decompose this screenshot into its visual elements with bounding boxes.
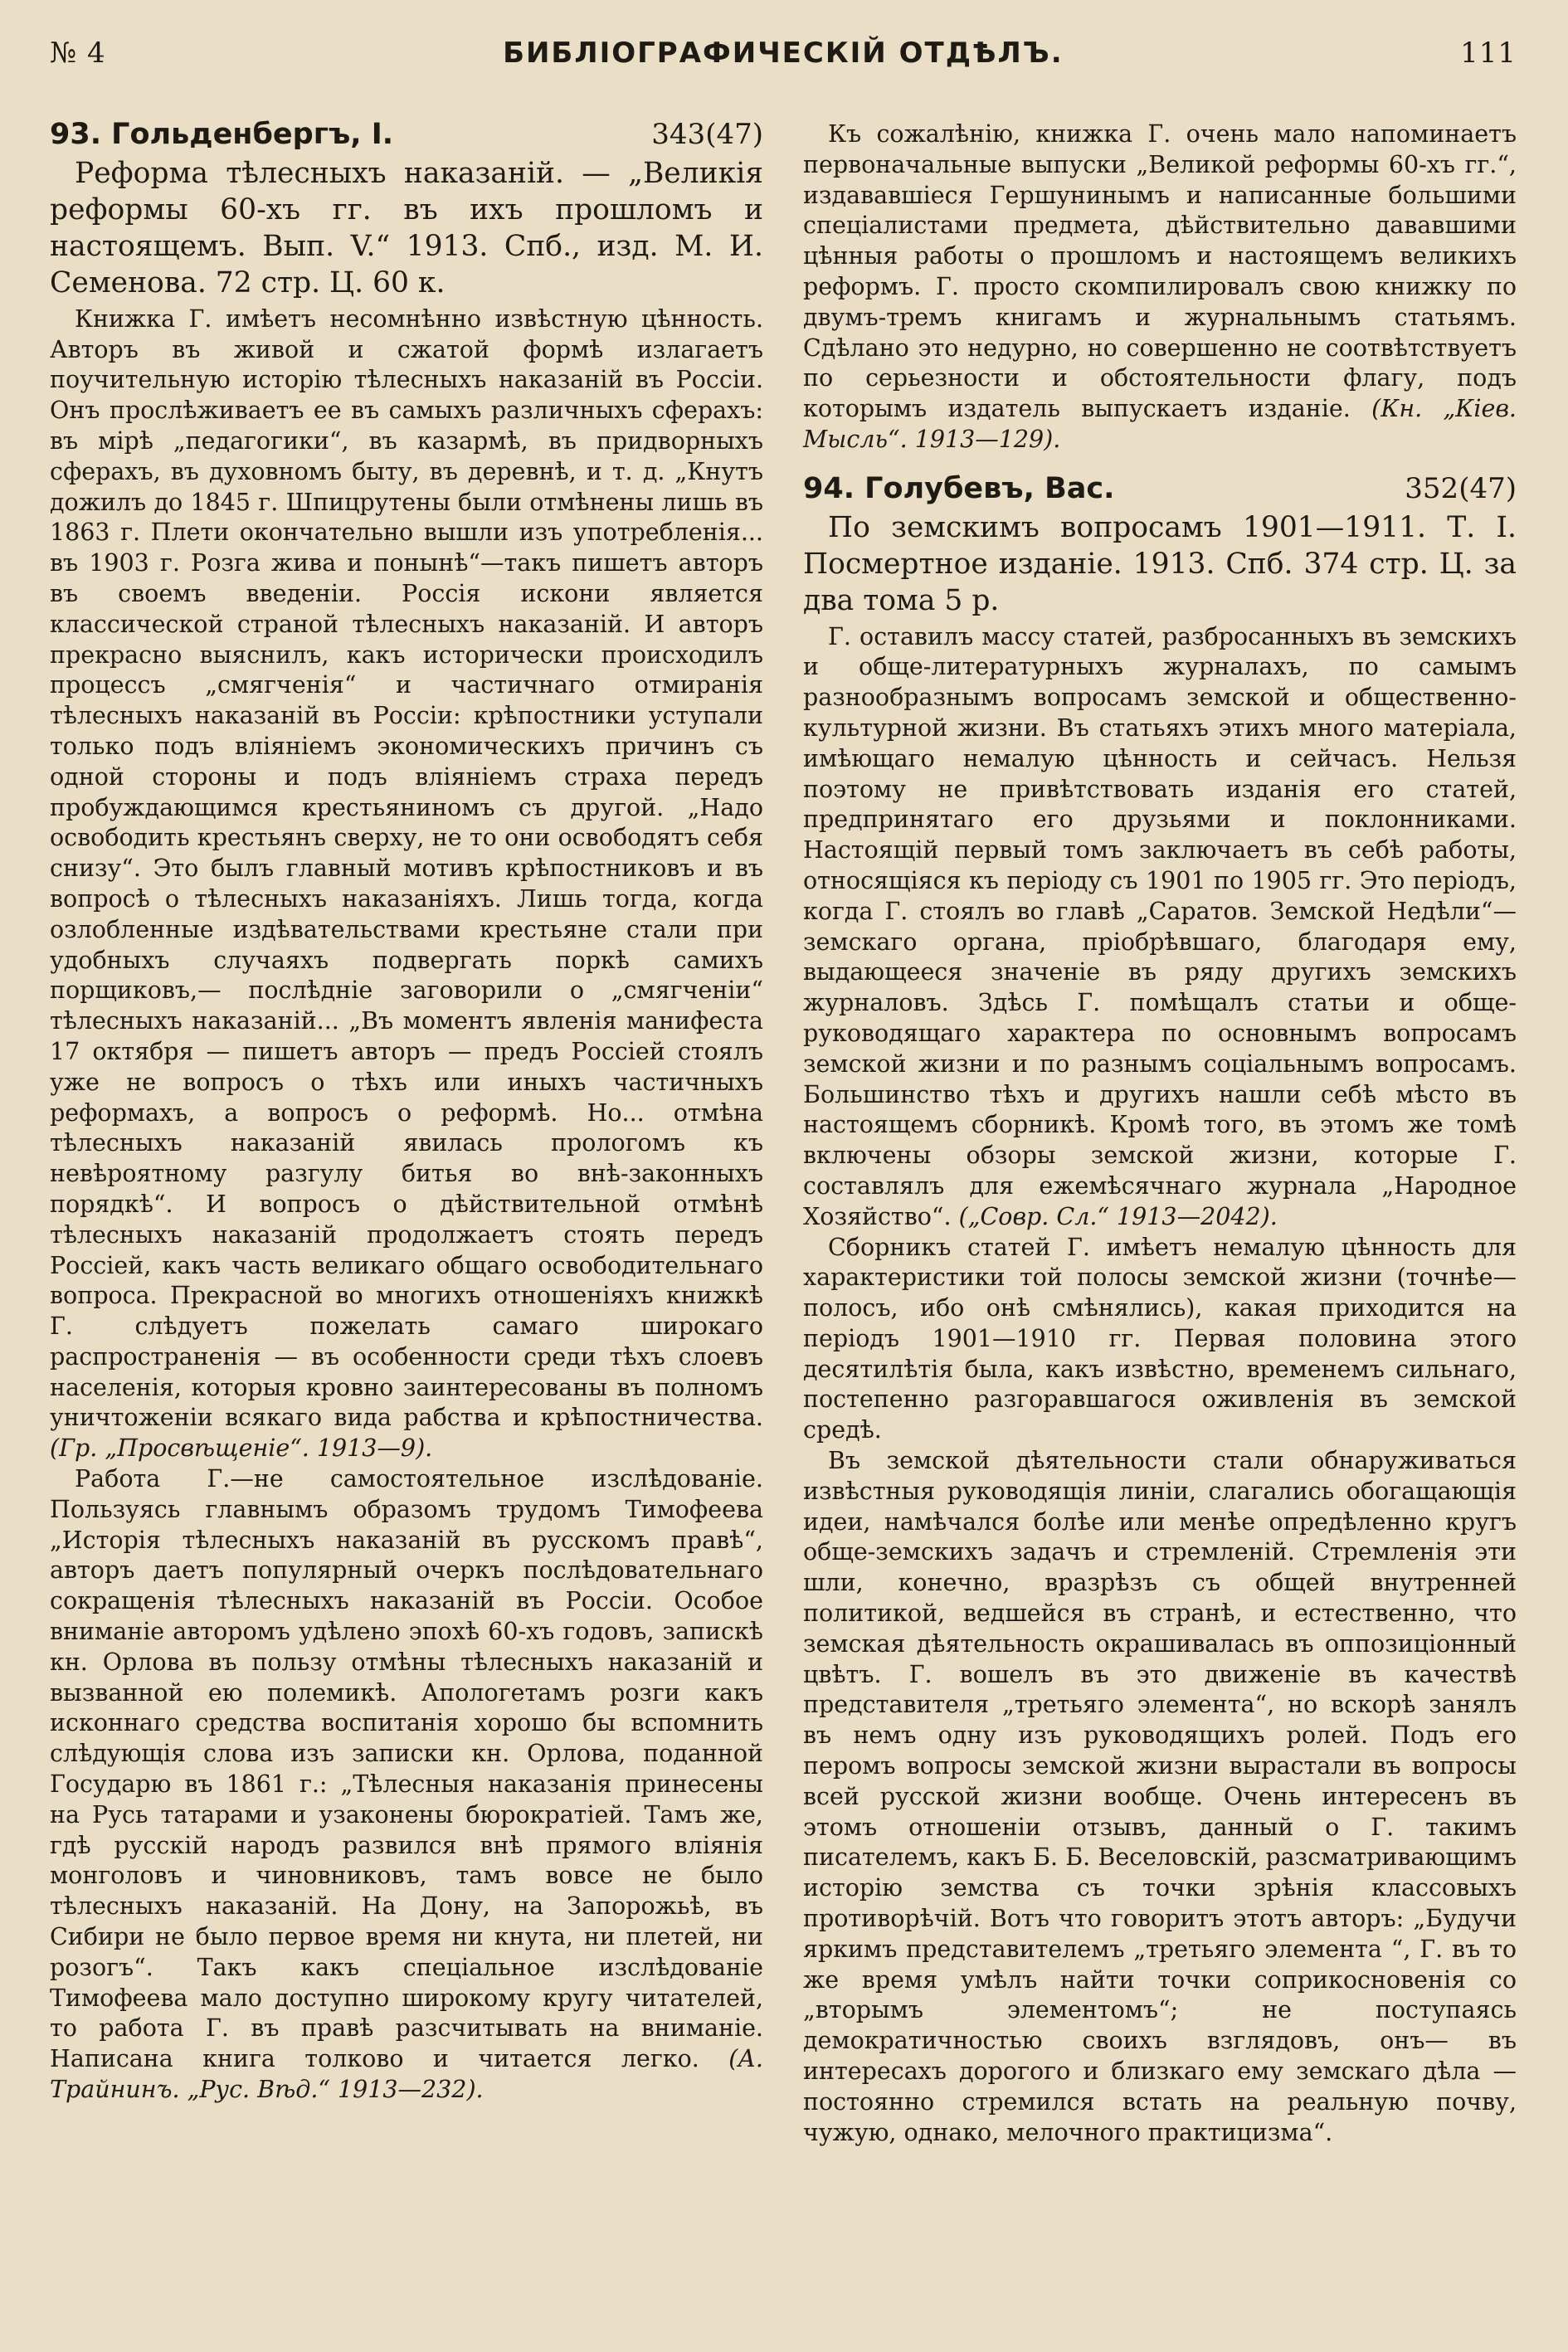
review-paragraph — [803, 1446, 1517, 2148]
left-column — [50, 119, 763, 2148]
review-source: (А. Трайнинъ. „Рус. Вѣд.“ 1913—232). — [50, 2045, 763, 2104]
review-paragraph — [50, 304, 763, 1464]
review-source: (Гр. „Просвѣщеніе“. 1913—9). — [50, 1434, 433, 1463]
two-columns — [50, 119, 1517, 2148]
entry-93-classification: 343(47) — [651, 118, 763, 151]
entry-94-classification: 352(47) — [1405, 471, 1517, 505]
review-text: Работа Г.—не самостоятельное изслѣдованіе. Пользуясь главнымъ образомъ трудомъ Тимофеева „Исторія тѣлесныхъ наказаній въ русскомъ правѣ“, авторъ даетъ популярный очеркъ послѣдовательнаго сокращенія тѣлесныхъ наказаній въ Россіи. Особое вниманіе авторомъ удѣлено эпохѣ 60-хъ годовъ, запискѣ кн. Орлова въ пользу отмѣны тѣлесныхъ наказаній и вызванной ею полемикѣ. Апологетамъ розги какъ исконнаго средства воспитанія хорошо бы вспомнить слѣдующія слова изъ записки кн. Орлова, поданной Государю въ 1861 г.: „Тѣлесныя наказанія принесены на Русь татарами и узаконены бюрократіей. Тамъ же, гдѣ русскій народъ развился внѣ прямого вліянія монголовъ и чиновниковъ, тамъ вовсе не было тѣлесныхъ наказаній. На Дону, на Запорожьѣ, въ Сибири не было первое время ни кнута, ни плетей, ни розогъ“. Такъ какъ спеціальное изслѣдованіе Тимофеева мало доступно широкому кругу читателей, то работа Г. въ правѣ разсчитывать на вниманіе. Написана книга толково и читается легко. — [50, 1465, 763, 2073]
review-paragraph — [803, 622, 1517, 1233]
review-paragraph — [803, 119, 1517, 455]
review-source: („Совр. Сл.“ 1913—2042). — [958, 1202, 1278, 1230]
page-number: 111 — [1460, 37, 1517, 70]
entry-93-heading — [50, 119, 763, 150]
entry-93-author: 93. Гольденбергъ, І. — [50, 118, 394, 151]
entry-94-heading — [803, 471, 1517, 505]
review-source: (Кн. „Кіев. Мысль“. 1913—129). — [803, 395, 1517, 453]
running-head — [50, 37, 1517, 86]
entry-94-author: 94. Голубевъ, Вас. — [803, 471, 1115, 505]
review-text: Къ сожалѣнію, книжка Г. очень мало напоминаетъ первоначальные выпуски „Великой реформы 60-хъ гг.“, издававшіеся Гершунинымъ и написанные большими спеціалистами предмета, дѣйствительно дававшими цѣнныя работы о прошломъ и настоящемъ великихъ реформъ. Г. просто скомпилировалъ свою книжку по двумъ-тремъ книгамъ и журнальнымъ статьямъ. Сдѣлано это недурно, но совершенно не соотвѣтствуетъ по серьезности и обстоятельности флагу, подъ которымъ издатель выпускаетъ изданіе. — [803, 120, 1517, 423]
review-text: Книжка Г. имѣетъ несомнѣнно извѣстную цѣнность. Авторъ въ живой и сжатой формѣ излагаетъ поучительную исторію тѣлесныхъ наказаній въ Россіи. Онъ прослѣживаетъ ее въ самыхъ различныхъ сферахъ: въ мірѣ „педагогики“, въ казармѣ, въ придворныхъ сферахъ, въ духовномъ быту, въ деревнѣ, и т. д. „Кнутъ дожилъ до 1845 г. Шпицрутены были отмѣнены лишь въ 1863 г. Плети окончательно вышли изъ употребленія... въ 1903 г. Розга жива и понынѣ“—такъ пишетъ авторъ въ своемъ введеніи. Россія искони является классической страной тѣлесныхъ наказаній. И авторъ прекрасно выяснилъ, какъ исторически происходилъ процессъ „смягченія“ и частичнаго отмиранія тѣлесныхъ наказаній въ Россіи: крѣпостники уступали только подъ вліяніемъ экономическихъ причинъ съ одной стороны и подъ вліяніемъ страха передъ пробуждающимся крестьяниномъ съ другой. „Надо освободить крестьянъ сверху, не то они освободятъ себя снизу“. Это былъ главный мотивъ крѣпостниковъ и въ вопросѣ о тѣлесныхъ наказаніяхъ. Лишь тогда, когда озлобленные издѣвательствами крестьяне стали при удобныхъ случаяхъ подвергать поркѣ самихъ порщиковъ,— послѣдніе заговорили о „смягченіи“ тѣлесныхъ наказаній... „Въ моментъ явленія манифеста 17 октября — пишетъ авторъ — предъ Россіей стоялъ уже не вопросъ о тѣхъ или иныхъ частичныхъ реформахъ, а вопросъ о реформѣ. Но... отмѣна тѣлесныхъ наказаній явилась прологомъ къ невѣроятному разгулу битья во внѣ-законныхъ порядкѣ“. И вопросъ о дѣйствительной отмѣнѣ тѣлесныхъ наказаній продолжаетъ стоять передъ Россіей, какъ часть великаго общаго освободительнаго вопроса. Прекрасной во многихъ отношеніяхъ книжкѣ Г. слѣдуетъ пожелать самаго широкаго распространенія — въ особенности среди тѣхъ слоевъ населенія, которыя кровно заинтересованы въ полномъ уничтоженіи всякаго вида рабства и крѣпостничества. — [50, 304, 763, 1432]
review-paragraph — [803, 1233, 1517, 1447]
review-text: Г. оставилъ массу статей, разбросанныхъ въ земскихъ и обще-литературныхъ журналахъ, по самымъ разнообразнымъ вопросамъ земской и общественно-культурной жизни. Въ статьяхъ этихъ много матеріала, имѣющаго немалую цѣнность и сейчасъ. Нельзя поэтому не привѣтствовать изданія его статей, предпринятаго его друзьями и поклонниками. Настоящій первый томъ заключаетъ въ себѣ работы, относящіяся къ періоду съ 1901 по 1905 гг. Это періодъ, когда Г. стоялъ во главѣ „Саратов. Земской Недѣли“—земскаго органа, пріобрѣвшаго, благодаря ему, выдающееся значеніе въ ряду другихъ земскихъ журналовъ. Здѣсь Г. помѣщалъ статьи и обще-руководящаго характера по основнымъ вопросамъ земской жизни и по разнымъ соціальнымъ вопросамъ. Большинство тѣхъ и другихъ нашли себѣ мѣсто въ настоящемъ сборникѣ. Кромѣ того, въ этомъ же томѣ включены обзоры земской жизни, которые Г. составлялъ для ежемѣсячнаго журнала „Народное Хозяйство“. — [803, 622, 1517, 1230]
review-paragraph — [50, 1464, 763, 2106]
review-text: Въ земской дѣятельности стали обнаруживаться извѣстныя руководящія линіи, слагались обогащающія идеи, намѣчался болѣе или менѣе опредѣленно кругъ обще-земскихъ задачъ и стремленій. Стремленія эти шли, конечно, вразрѣзъ съ общей внутренней политикой, ведшейся въ странѣ, и естественно, что земская дѣятельность окрашивалась въ оппозиціонный цвѣтъ. Г. вошелъ въ это движеніе въ качествѣ представителя „третьяго элемента“, но вскорѣ занялъ въ немъ одну изъ руководящихъ ролей. Подъ его перомъ вопросы земской жизни вырастали въ вопросы всей русской жизни вообще. Очень интересенъ въ этомъ отношеніи отзывъ, данный о Г. такимъ писателемъ, какъ Б. Б. Веселовскій, разсматривающимъ исторію земства съ точки зрѣнія классовыхъ противорѣчій. Вотъ что говоритъ этотъ авторъ: „Будучи яркимъ представителемъ „третьяго элемента “, Г. въ то же время умѣлъ найти точки соприкосновенія со „вторымъ элементомъ“; не поступаясь демократичностью своихъ взглядовъ, онъ— въ интересахъ дорогого и близкаго ему земскаго дѣла — постоянно стремился встать на реальную почву, чужую, однако, мелочного практицизма“. — [803, 1447, 1517, 2146]
issue-number: № 4 — [50, 37, 106, 70]
entry-94-title: По земскимъ вопросамъ 1901—1911. Т. I. Посмертное изданіе. 1913. Спб. 374 стр. Ц. за два тома 5 р. — [803, 510, 1517, 617]
section-title: БИБЛІОГРАФИЧЕСКІЙ ОТДѢЛЪ. — [503, 37, 1064, 70]
spacer — [803, 455, 1517, 474]
right-column — [803, 119, 1517, 2148]
entry-93-title: Реформа тѣлесныхъ наказаній. — „Великія реформы 60-хъ гг. въ ихъ прошломъ и настоящемъ. Вып. V.“ 1913. Спб., изд. М. И. Семенова. 72 стр. Ц. 60 к. — [50, 156, 763, 299]
review-text: Сборникъ статей Г. имѣетъ немалую цѣнность для характеристики той полосы земской жизни (точнѣе—полосъ, ибо онѣ смѣнялись), какая приходится на періодъ 1901—1910 гг. Первая половина этого десятилѣтія была, какъ извѣстно, временемъ сильнаго, постепенно разгоравшагося оживленія въ земской средѣ. — [803, 1233, 1517, 1444]
